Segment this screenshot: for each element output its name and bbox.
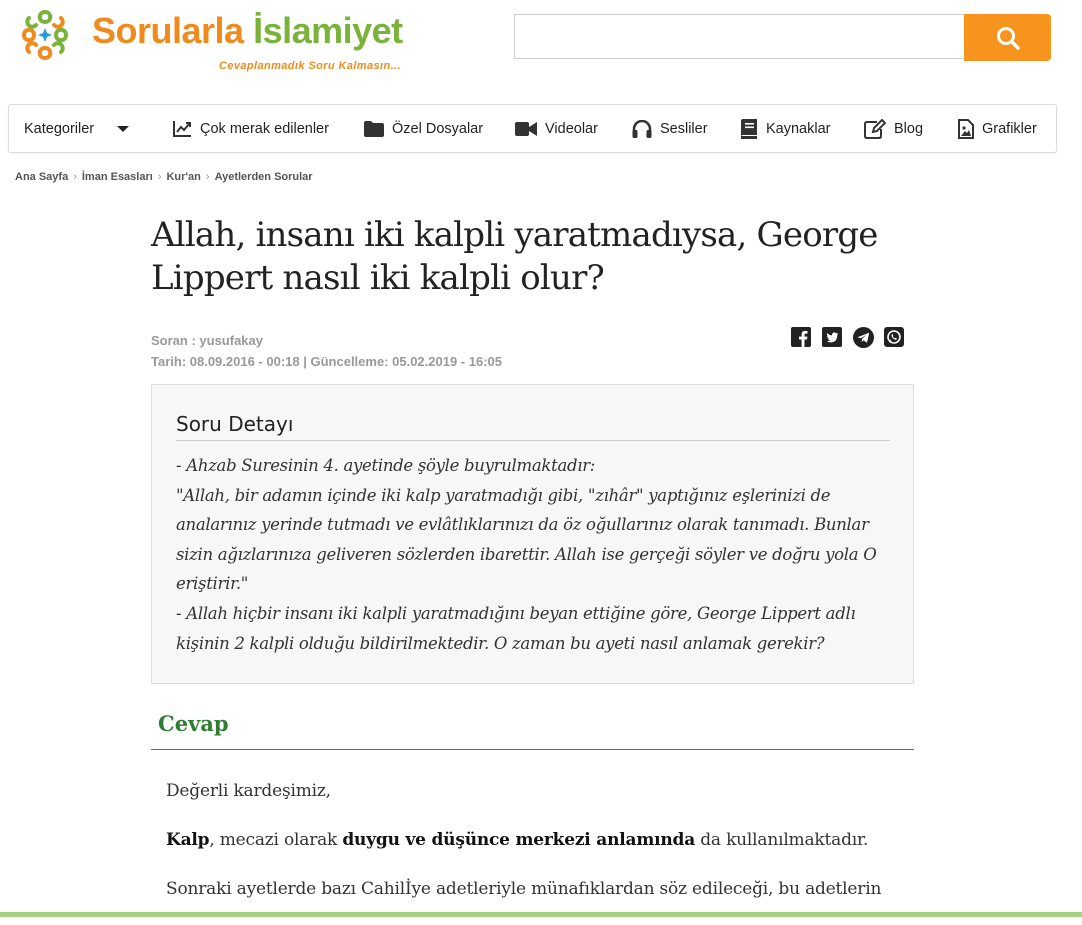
- logo-text: [92, 10, 403, 52]
- breadcrumb-separator-icon: ›: [157, 171, 162, 183]
- nav-label: Videolar: [545, 120, 598, 137]
- nav-kategoriler[interactable]: [24, 105, 130, 152]
- nav-ozel-dosyalar[interactable]: [364, 105, 483, 152]
- logo-emblem-icon: [12, 4, 78, 66]
- breadcrumb: [15, 171, 313, 183]
- chevron-down-icon: [116, 125, 130, 133]
- nav-blog[interactable]: [864, 105, 923, 152]
- nav-label: Sesliler: [660, 120, 708, 137]
- main-nav: [8, 104, 1057, 153]
- nav-videolar[interactable]: [515, 105, 598, 152]
- breadcrumb-link[interactable]: İman Esasları: [81, 171, 153, 183]
- answer-paragraph: [166, 827, 906, 854]
- trending-chart-icon: [172, 120, 192, 138]
- breadcrumb-separator-icon: ›: [73, 171, 77, 183]
- bold-text: duygu ve düşünce merkezi anlamında: [342, 830, 696, 850]
- page-title: Allah, insanı iki kalpli yaratmadıysa, George Lippert nasıl iki kalpli olur?: [151, 215, 878, 298]
- article-meta: [151, 330, 502, 372]
- asker-info: Soran : yusufakay: [151, 333, 263, 348]
- breadcrumb-link[interactable]: Kur'an: [166, 171, 201, 183]
- bottom-accent-bar: [0, 912, 1082, 917]
- breadcrumb-separator-icon: ›: [205, 171, 210, 183]
- facebook-icon[interactable]: [790, 326, 812, 348]
- answer-heading: Cevap: [158, 711, 229, 736]
- nav-kaynaklar[interactable]: [740, 105, 830, 152]
- site-logo[interactable]: [12, 4, 432, 74]
- book-icon: [740, 119, 758, 139]
- divider: [176, 440, 890, 441]
- folder-icon: [364, 121, 384, 137]
- telegram-icon[interactable]: [852, 326, 874, 348]
- whatsapp-icon[interactable]: [883, 326, 905, 348]
- divider: [151, 749, 914, 750]
- video-camera-icon: [515, 122, 537, 136]
- answer-text: da kullanılmaktadır.: [695, 830, 869, 850]
- question-detail-body: [176, 451, 896, 658]
- nav-sesliler[interactable]: [632, 105, 708, 152]
- article-dates: Tarih: 08.09.2016 - 00:18 | Güncelleme: 05.02.2019 - 16:05: [151, 354, 502, 369]
- search-button[interactable]: [964, 14, 1051, 61]
- nav-label: Blog: [894, 120, 924, 137]
- edit-icon: [864, 119, 886, 139]
- search-icon: [995, 25, 1021, 51]
- logo-text-part2: İslamiyet: [253, 10, 403, 51]
- answer-text: , mecazi olarak: [209, 830, 343, 850]
- question-line: - Allah hiçbir insanı iki kalpli yaratmadığını beyan ettiğine göre, George Lippert adlı kişinin 2 kalpli olduğu bildirilmektedir. O zaman bu ayeti nasıl anlamak gerekir?: [176, 603, 856, 653]
- answer-body: [166, 778, 906, 925]
- logo-text-part1: Sorularla: [92, 10, 254, 51]
- search-bar: [514, 14, 1051, 61]
- answer-paragraph: Sonraki ayetlerde bazı Cahilİye adetleriyle münafıklardan söz edileceği, bu adetlerin: [166, 879, 882, 899]
- nav-label: Grafikler: [982, 120, 1037, 137]
- nav-label: Kategoriler: [24, 120, 95, 137]
- search-input[interactable]: [514, 14, 964, 59]
- nav-label: Kaynaklar: [766, 120, 831, 137]
- bold-text: Kalp: [166, 830, 210, 850]
- question-detail-heading: Soru Detayı: [176, 412, 294, 436]
- breadcrumb-link[interactable]: Ayetlerden Sorular: [214, 171, 313, 183]
- headphones-icon: [632, 120, 652, 138]
- nav-label: Özel Dosyalar: [392, 120, 484, 137]
- share-bar: [790, 326, 905, 348]
- twitter-icon[interactable]: [821, 326, 843, 348]
- breadcrumb-link[interactable]: Ana Sayfa: [15, 171, 69, 183]
- answer-greeting: Değerli kardeşimiz,: [166, 781, 331, 801]
- question-quote: "Allah, bir adamın içinde iki kalp yaratmadığı gibi, "zıhâr" yaptığınız eşlerinizi de analarınız yerinde tutmadı ve evlâtlıklarınızı da öz oğullarınız olarak tanımadı. Bunlar sizin ağızlarınıza geliveren sözlerden ibarettir. Allah ise gerçeği söyler ve doğru yola O eriştirir.": [176, 485, 877, 594]
- image-file-icon: [958, 119, 974, 139]
- question-line: - Ahzab Suresinin 4. ayetinde şöyle buyrulmaktadır:: [176, 456, 596, 475]
- nav-label: Çok merak edilenler: [200, 120, 329, 137]
- logo-tagline: Cevaplanmadık Soru Kalmasın...: [219, 60, 401, 72]
- nav-grafikler[interactable]: [958, 105, 1037, 152]
- question-detail-box: [151, 384, 914, 684]
- nav-cok-merak[interactable]: [172, 105, 329, 152]
